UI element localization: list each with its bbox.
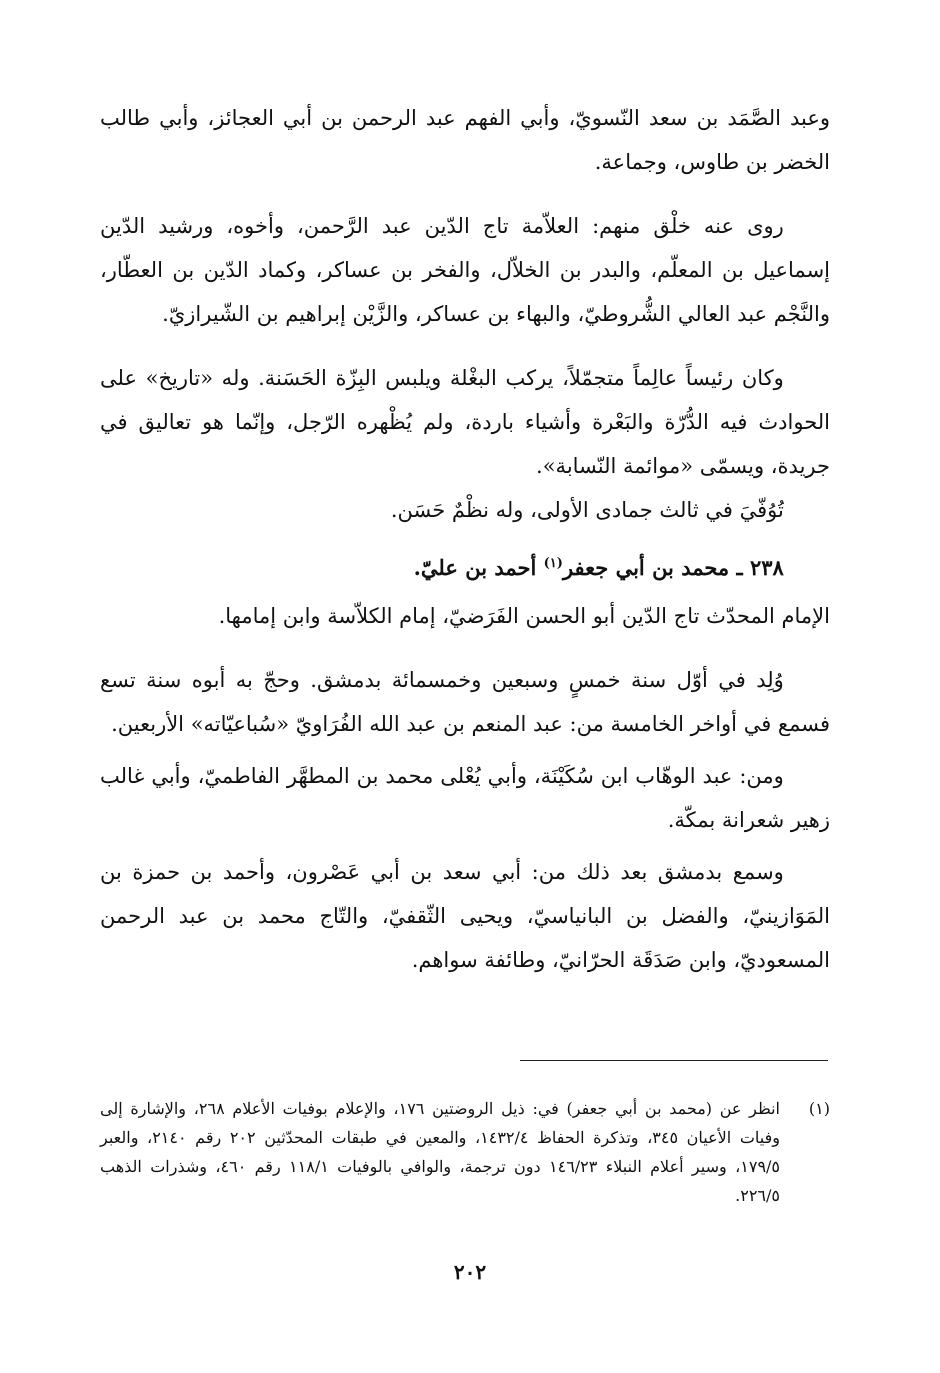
entry-name: محمد بن أبي جعفر: [562, 555, 730, 580]
main-text: [100, 96, 830, 982]
entry-name-rest: أحمد بن عليّ.: [413, 555, 537, 580]
footnote-marker: (١): [808, 1099, 830, 1118]
paragraph-5: الإمام المحدّث تاج الدّين أبو الحسن الفَرَضيّ، إمام الكلاّسة وابن إمامها.: [218, 604, 830, 628]
paragraph-3: وكان رئيساً عالِماً متجمّلاً، يركب البغْلة ويلبس البِزّة الحَسَنة. وله «تاريخ» على الحوادث فيه الدُّرّة والبَعْرة وأشياء باردة، ولم يُظْهره الرّجل، وإنّما هو تعاليق في جريدة، ويسمّى «موائمة النّسابة».: [100, 366, 830, 478]
entry-number: ٢٣٨ ـ: [736, 555, 784, 580]
entry-heading: [100, 546, 830, 590]
paragraph-4: تُوُفّيَ في ثالث جمادى الأولى، وله نظْمٌ حَسَن.: [390, 498, 784, 522]
paragraph-1: وعبد الصَّمَد بن سعد النّسويّ، وأبي الفهم عبد الرحمن بن أبي العجائز، وأبي طالب الخضر بن طاوس، وجماعة.: [100, 106, 830, 174]
paragraph-6: وُلِد في أوّل سنة خمسٍ وسبعين وخمسمائة بدمشق. وحجّ به أبوه سنة تسع فسمع في أواخر الخامسة من: عبد المنعم بن عبد الله الفُرَاويّ «سُباعيّاته» الأربعين.: [100, 668, 830, 736]
paragraph-7: ومن: عبد الوهّاب ابن سُكَيْنَة، وأبي يُعْلى محمد بن المطهَّر الفاطميّ، وأبي غالب زهير شعرانة بمكّة.: [100, 764, 830, 832]
page-number: ٢٠٢: [453, 1260, 487, 1284]
paragraph-2: روى عنه خلْق منهم: العلاّمة تاج الدّين عبد الرَّحمن، وأخوه، ورشيد الدّين إسماعيل بن المعلّم، والبدر بن الخلاّل، والفخر بن عساكر، وكماد الدّين بن العطّار، والنَّجْم عبد العالي الشُّروطيّ، والبهاء بن عساكر، والزَّيْن إبراهيم بن الشّيرازيّ.: [100, 214, 830, 326]
footnote-divider: [520, 1060, 828, 1061]
footnote-reference[interactable]: (١): [543, 556, 563, 571]
footnote-text: انظر عن (محمد بن أبي جعفر) في: ذيل الروضتين ١٧٦، والإعلام بوفيات الأعلام ٢٦٨، والإشارة إلى وفيات الأعيان ٣٤٥، وتذكرة الحفاظ ١٤٣٢/٤، والمعين في طبقات المحدّثين ٢٠٢ رقم ٢١٤٠، والعبر ١٧٩/٥، وسير أعلام النبلاء ١٤٦/٢٣ دون ترجمة، والوافي بالوفيات ١١٨/١ رقم ٤٦٠، وشذرات الذهب ٢٢٦/٥.: [100, 1099, 781, 1205]
paragraph-8: وسمع بدمشق بعد ذلك من: أبي سعد بن أبي عَصْرون، وأحمد بن حمزة بن المَوَازينيّ، والفضل بن البانياسيّ، ويحيى الثّقفيّ، والتّاج محمد بن عبد الرحمن المسعوديّ، وابن صَدَقَة الحرّانيّ، وطائفة سواهم.: [100, 860, 830, 972]
footnotes: [100, 1094, 830, 1210]
footnote-1: [100, 1094, 830, 1210]
